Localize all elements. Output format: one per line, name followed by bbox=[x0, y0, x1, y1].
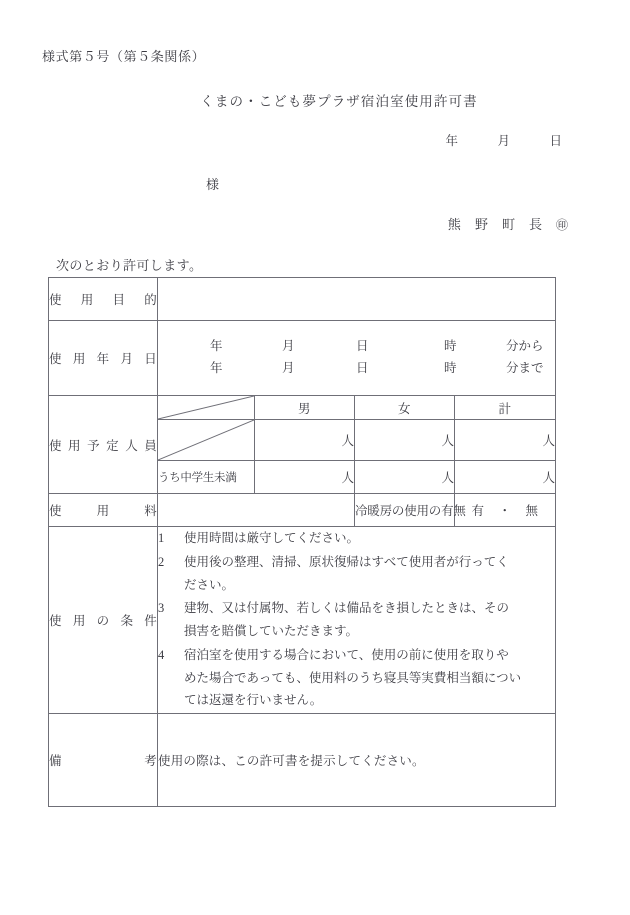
label-char: 日 bbox=[144, 352, 157, 366]
label-char: 人 bbox=[125, 438, 138, 453]
condition-number: 3 bbox=[158, 601, 165, 616]
people-total-female-field[interactable]: 人 bbox=[355, 420, 455, 461]
aircon-option-no[interactable]: 無 bbox=[525, 504, 539, 518]
form-number: 様式第５号（第５条関係） bbox=[42, 49, 206, 64]
from-minute-unit: 分から bbox=[506, 339, 544, 354]
usage-datetime-field[interactable] bbox=[158, 321, 556, 396]
label-char: 使 bbox=[49, 504, 62, 518]
table-row-remarks bbox=[49, 714, 556, 807]
label-char: 月 bbox=[120, 352, 134, 366]
label-char: 料 bbox=[144, 504, 157, 518]
aircon-option-yes[interactable]: 有 bbox=[471, 504, 485, 518]
issuer-char-4: 長 bbox=[528, 217, 542, 232]
to-month-unit: 月 bbox=[282, 361, 295, 375]
usage-fee-value-field[interactable] bbox=[158, 494, 355, 527]
diagonal-line-icon bbox=[158, 420, 254, 460]
issue-date-month: 月 bbox=[497, 134, 510, 148]
label-char: 用 bbox=[72, 614, 86, 628]
usage-datetime-from-row bbox=[158, 336, 555, 358]
issuer-line bbox=[448, 214, 568, 233]
label-char: 用 bbox=[80, 293, 94, 307]
condition-line: 使用後の整理、清掃、原状復帰はすべて使用者が行ってく bbox=[184, 554, 509, 569]
condition-line: ださい。 bbox=[184, 577, 235, 592]
aircon-usage-choice[interactable] bbox=[455, 494, 556, 527]
label-char: 使 bbox=[49, 293, 62, 307]
condition-text bbox=[184, 644, 555, 712]
label-char: 件 bbox=[144, 614, 157, 628]
row-label-purpose bbox=[49, 278, 158, 321]
label-char: 考 bbox=[144, 754, 157, 768]
page-title: くまの・こども夢プラザ宿泊室使用許可書 bbox=[200, 94, 478, 109]
issue-date-line bbox=[445, 131, 562, 149]
row-label-expected-people bbox=[49, 396, 158, 494]
condition-number: 4 bbox=[158, 647, 165, 662]
to-hour-unit: 時 bbox=[444, 361, 457, 375]
row-label-usage-datetime bbox=[49, 321, 158, 396]
list-item bbox=[158, 527, 555, 550]
issuer-char-3: 町 bbox=[501, 217, 515, 232]
issuer-char-1: 熊 bbox=[447, 217, 461, 232]
issuer-char-2: 野 bbox=[474, 217, 488, 232]
row-label-remarks bbox=[49, 714, 158, 807]
label-char: 目 bbox=[112, 293, 126, 307]
condition-text bbox=[184, 597, 555, 643]
label-char: 年 bbox=[96, 352, 110, 366]
list-item bbox=[158, 597, 555, 643]
table-row-conditions bbox=[49, 527, 556, 714]
purpose-value-field[interactable] bbox=[158, 278, 556, 321]
label-char: 使 bbox=[49, 438, 62, 453]
condition-line: 損害を賠償していただきます。 bbox=[184, 624, 359, 638]
from-month-unit: 月 bbox=[282, 339, 295, 354]
people-main-diagonal-cell bbox=[158, 420, 255, 461]
row-label-usage-fee bbox=[49, 494, 158, 527]
diagonal-line-icon bbox=[158, 396, 254, 419]
label-char: 予 bbox=[87, 438, 100, 453]
condition-line: めた場合であっても、使用料のうち寝具等実費相当額につい bbox=[184, 670, 522, 685]
list-item bbox=[158, 551, 555, 597]
label-char: 使 bbox=[49, 614, 62, 628]
people-total-male-field[interactable]: 人 bbox=[255, 420, 355, 461]
aircon-usage-label: 冷暖房の使用の有無 bbox=[355, 494, 455, 527]
condition-number: 1 bbox=[158, 531, 165, 545]
condition-line: 使用時間は厳守してください。 bbox=[184, 531, 360, 545]
label-char: 使 bbox=[49, 352, 62, 366]
people-sub-sum-field[interactable]: 人 bbox=[455, 461, 556, 494]
people-total-sum-field[interactable]: 人 bbox=[455, 420, 556, 461]
conditions-list bbox=[158, 527, 556, 714]
seal-mark-icon: ㊞ bbox=[555, 218, 568, 232]
condition-line: 建物、又は付属物、若しくは備品をき損したときは、その bbox=[184, 601, 510, 616]
label-char: 備 bbox=[49, 754, 62, 768]
column-header-male: 男 bbox=[255, 396, 355, 420]
label-char: 員 bbox=[144, 438, 157, 453]
label-char: の bbox=[96, 614, 110, 628]
label-char: 用 bbox=[96, 504, 110, 518]
issue-date-year: 年 bbox=[445, 134, 458, 148]
condition-line: 宿泊室を使用する場合において、使用の前に使用を取りや bbox=[184, 647, 509, 662]
label-char: 条 bbox=[120, 614, 134, 628]
column-header-female: 女 bbox=[355, 396, 455, 420]
lead-in-text: 次のとおり許可します。 bbox=[56, 258, 203, 273]
condition-line: ては返還を行いません。 bbox=[184, 693, 323, 708]
issue-date-day: 日 bbox=[549, 134, 562, 148]
from-day-unit: 日 bbox=[356, 339, 369, 354]
condition-text bbox=[184, 527, 555, 550]
people-sub-row-label: うち中学生未満 bbox=[158, 461, 255, 494]
label-char: 用 bbox=[72, 352, 86, 366]
to-minute-unit: 分まで bbox=[506, 361, 544, 375]
table-row-purpose bbox=[49, 278, 556, 321]
to-year-unit: 年 bbox=[210, 361, 223, 375]
table-row-people-header bbox=[49, 396, 556, 420]
permit-details-table bbox=[48, 277, 556, 807]
list-item bbox=[158, 644, 555, 712]
people-sub-male-field[interactable]: 人 bbox=[255, 461, 355, 494]
remarks-value-field[interactable]: 使用の際は、この許可書を提示してください。 bbox=[158, 714, 556, 807]
table-row-usage-fee bbox=[49, 494, 556, 527]
column-header-total: 計 bbox=[455, 396, 556, 420]
addressee-honorific: 様 bbox=[206, 177, 220, 192]
from-hour-unit: 時 bbox=[444, 339, 457, 354]
label-char: 用 bbox=[68, 438, 81, 453]
label-char: 的 bbox=[144, 293, 157, 307]
label-char: 定 bbox=[106, 438, 119, 453]
table-row-usage-datetime bbox=[49, 321, 556, 396]
to-day-unit: 日 bbox=[356, 361, 369, 375]
row-label-conditions bbox=[49, 527, 158, 714]
aircon-option-separator: ・ bbox=[498, 504, 512, 518]
from-year-unit: 年 bbox=[210, 339, 223, 354]
condition-text bbox=[184, 551, 555, 597]
condition-number: 2 bbox=[158, 554, 165, 569]
people-sub-female-field[interactable]: 人 bbox=[355, 461, 455, 494]
people-header-diagonal-cell bbox=[158, 396, 255, 420]
usage-datetime-to-row bbox=[158, 358, 555, 380]
